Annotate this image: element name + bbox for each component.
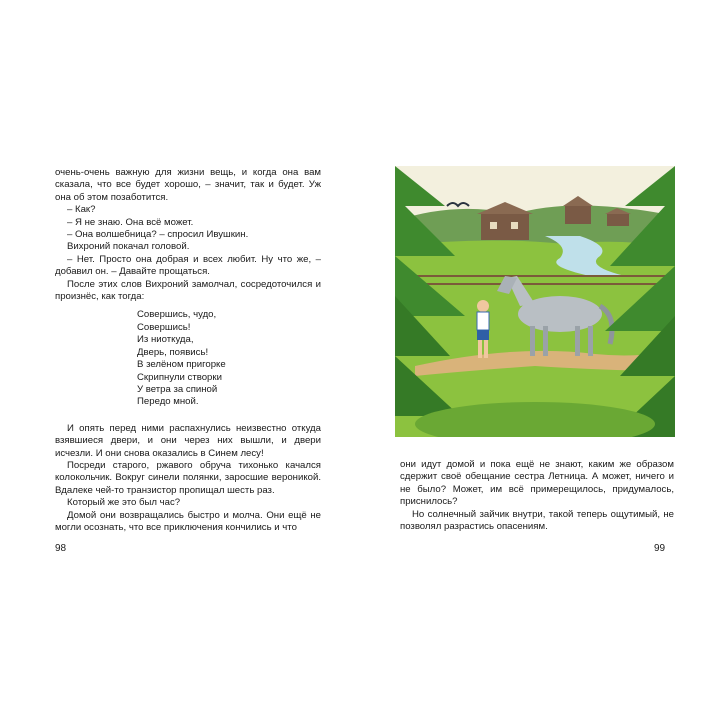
paragraph: – Нет. Просто она добрая и всех любит. Ну что же, – добавил он. – Давайте прощаться.	[55, 253, 321, 278]
paragraph: – Она волшебница? – спросил Ивушкин.	[67, 229, 249, 241]
paragraph: – Я не знаю. Она всё может.	[67, 216, 194, 228]
paragraph: они идут домой и пока ещё не знают, каким же образом сдержит своё обещание сестра Летница. А может, ничего и не было? Может, им всё примерещилось, придумалось, приснилось?	[400, 459, 674, 508]
illustration-svg	[395, 166, 675, 437]
page-number-left: 98	[55, 543, 67, 554]
poem-line: Скрипнули створки	[137, 371, 222, 383]
poem-line: У ветра за спиной	[137, 383, 218, 395]
illustration-horse-boy-village	[395, 166, 675, 437]
poem-line: Совершись, чудо,	[137, 309, 217, 321]
paragraph: – Как?	[67, 204, 96, 216]
paragraph: Домой они возвращались быстро и молча. Они ещё не могли осознать, что все приключения кончились и что	[55, 509, 321, 533]
left-page-text	[55, 167, 321, 534]
paragraph: После этих слов Вихроний замолчал, сосредоточился и произнёс, как тогда:	[55, 278, 321, 303]
page-number-right: 99	[654, 543, 666, 554]
right-page-text	[400, 459, 674, 533]
poem-line: Из ниоткуда,	[137, 334, 194, 346]
paragraph: Но солнечный зайчик внутри, такой теперь ощутимый, не позволял разрастись опасениям.	[400, 508, 674, 533]
poem-line: В зелёном пригорке	[137, 359, 226, 371]
paragraph: Который же это был час?	[67, 497, 181, 509]
poem-line: Дверь, появись!	[137, 346, 209, 358]
poem-line: Совершись!	[137, 321, 191, 333]
paragraph: Посреди старого, ржавого обруча тихонько качался колокольчик. Вокруг синели полянки, заросшие вероникой. Вдалеке чей-то транзистор пропищал шесть раз.	[55, 459, 321, 496]
poem-line: Передо мной.	[137, 396, 199, 408]
poem	[137, 309, 321, 408]
paragraph: очень-очень важную для жизни вещь, и когда она вам сказала, что все будет хорошо, – значит, так и будет. Уж она об этом позаботится.	[55, 167, 321, 203]
paragraph: И опять перед ними распахнулись неизвестно откуда взявшиеся двери, и они через них вышли, и двери исчезли. И они снова оказались в Синем лесу!	[55, 422, 321, 459]
paragraph: Вихроний покачал головой.	[67, 241, 190, 253]
